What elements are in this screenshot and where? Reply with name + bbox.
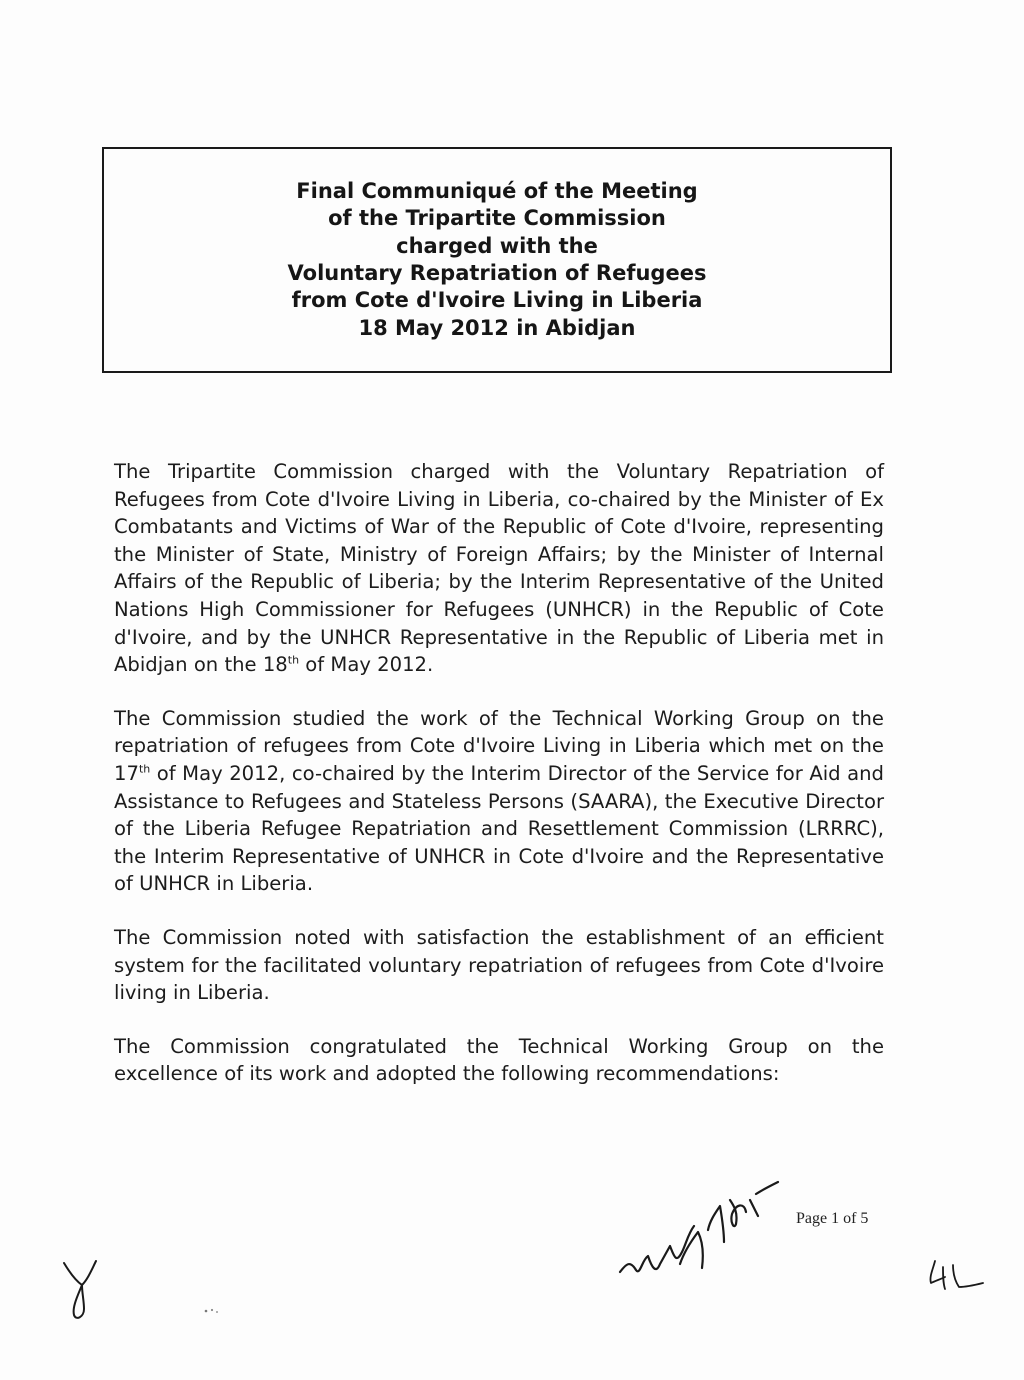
title-line: 18 May 2012 in Abidjan <box>358 315 636 340</box>
paragraph-recommendations: The Commission congratulated the Technical Working Group on the excellence of its work and adopted the following recommendations: <box>114 1034 884 1086</box>
ordinal-suffix: th <box>138 762 151 776</box>
signature-icon <box>612 1160 782 1290</box>
ordinal-suffix: th <box>287 653 300 667</box>
paragraph-technical-working-group <box>114 705 884 898</box>
paragraph-text: of May 2012, co-chaired by the Interim Director of the Service for Aid and Assistance to Refugees and Stateless Persons (SAARA), the Executive Director of the Liberia Refugee Repatriation and Resettlement Commission (LRRRC), the Interim Representative of UNHCR in Cote d'Ivoire and the Representative of UNHCR in Liberia. <box>114 761 884 896</box>
document-body <box>114 458 884 1114</box>
paragraph-satisfaction: The Commission noted with satisfaction the establishment of an efficient system for the facilitated voluntary repatriation of refugees from Cote d'Ivoire living in Liberia. <box>114 925 884 1005</box>
paragraph-meeting-participants <box>114 458 884 679</box>
initial-mark-icon <box>925 1255 987 1295</box>
page-number: Page 1 of 5 <box>796 1210 869 1227</box>
title-line: of the Tripartite Commission <box>328 206 666 231</box>
title-box <box>102 147 892 373</box>
title-line: Voluntary Repatriation of Refugees <box>287 261 707 285</box>
title-line: charged with the <box>396 233 598 258</box>
paragraph-text: The Commission studied the work of the Technical Working Group on the repatriation of refugees from Cote d'Ivoire Living in Liberia which met on the 17 <box>114 706 884 785</box>
scan-speck-icon <box>200 1305 230 1317</box>
initial-mark-icon <box>56 1255 106 1325</box>
paragraph-text: of May 2012. <box>299 653 434 677</box>
paragraph-text: The Tripartite Commission charged with the Voluntary Repatriation of Refugees from Cote d'Ivoire Living in Liberia, co-chaired by the Minister of Ex Combatants and Victims of War of the Republic of Cote d'Ivoire, representing the Minister of State, Ministry of Foreign Affairs; by the Minister of Internal Affairs of the Republic of Liberia; by the Interim Representative of the United Nations High Commissioner for Refugees (UNHCR) in the Republic of Cote d'Ivoire, and by the UNHCR Representative in the Republic of Liberia met in Abidjan on the 18 <box>114 460 884 677</box>
title-line: Final Communiqué of the Meeting <box>296 178 698 203</box>
title-line: from Cote d'Ivoire Living in Liberia <box>291 288 703 313</box>
